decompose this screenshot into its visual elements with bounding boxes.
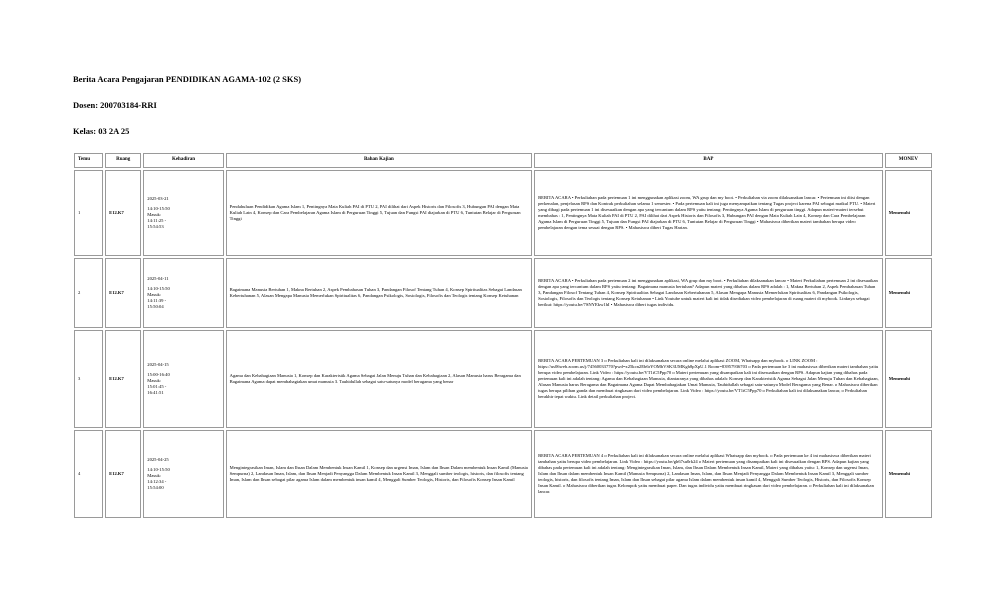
cell-monev: Memenuhi (885, 330, 932, 428)
attendance-schedule: 15:00-16:40 (147, 372, 170, 378)
table-row (74, 258, 932, 328)
attendance-date: 2025-04-11 (147, 276, 169, 282)
col-header-bahan-kajian: Bahan Kajian (226, 153, 532, 168)
attendance-in-time: 14:11:25 - (147, 217, 167, 223)
attendance-in-label: Masuk: (147, 473, 162, 479)
cell-monev: Memenuhi (885, 170, 932, 256)
cell-bap: BERITA ACARA • Perkuliahan pada pertemuan 1 ini menggunakan aplikasi zoom, WA grup dan my boot. • Perkuliahan via zoom dilaksanakan lancar. • Pertemuan ini diisi dengan perkenalan, penjelasan RPS dan Kontrak perkuliahan selama 1 semester. • Pada pertemuan kali ini juga menyampaikan tentang Tugas project karena PAI sebagai matkul PTU. • Materi yang dibagi pada pertemuan 1 ini disesuaikan dengan apa yang tercantum dalam RPS yaitu tentang: Pentingnya Agama Islam di perguruan tinggi. Adapun materi-materi tersebut membahas : 1, Pentingnya Mata Kuliah PAI di PTU 2, PAI dilihat dari Aspek Historis dan Filosofis 3, Hubungan PAI dengan Mata Kuliah Lain 4, Konsep dan Cara Pembelajaran Agama Islam di Perguruan Tinggi 5, Tujuan dan Fungsi PAI diajarkan di PTU 6, Tuntutan Belajar di Perguruan Tinggi • Mahasiswa diberikan materi tambahan berupa video pembelajaran dengan tema sesuai dengan RPS. • Mahasiswa diberi Tugas Harian. (534, 170, 883, 256)
attendance-in-label: Masuk: (147, 378, 162, 384)
cell-temu: 1 (74, 170, 103, 256)
col-header-kehadiran: Kehadiran (143, 153, 223, 168)
attendance-in-time: 14:12:34 - (147, 478, 167, 484)
lecturer-line: Dosen: 200703184-RRI (73, 100, 157, 110)
cell-monev: Memenuhi (885, 430, 932, 518)
attendance-out-time: 16:41:51 (147, 389, 164, 395)
cell-monev: Memenuhi (885, 258, 932, 328)
cell-kehadiran (143, 430, 223, 518)
attendance-out-time: 15:54:53 (147, 223, 164, 229)
col-header-monev: MONEV (885, 153, 932, 168)
attendance-date: 2025-04-25 (147, 457, 169, 463)
cell-ruang: E12.K7 (105, 258, 141, 328)
table-header-row (74, 153, 932, 168)
cell-temu: 3 (74, 330, 103, 428)
col-header-bap: BAP (534, 153, 883, 168)
cell-bap: BERITA ACARA PERTEMUAN 4 o Perkuliahan kali ini dilaksanakan secara online melalui aplikasi Whatsapp dan mybook. o Pada pertemuan ke 4 ini mahasiswa diberikan materi tambahan yaitu berupa video pembelajaran. Link Video : https://youtu.be/gh67su0rk24 o Materi pertemuan yang disampaikan kali ini disesuaikan dengan RPS. Adapun kajian yang dibahas pada pertemuan kali ini adalah tentang: Mengintegrasikan Iman, Islam, dan Ihsan Dalam Membentuk Insan Kamil, Materi yang dibahas yaitu: 1, Konsep dan urgensi Iman, Islam dan Ihsan dalam membentuk Insan Kamil (Manusia Sempurna) 2, Landasan Iman, Islam, dan Ihsan Menjadi Penyangga Dalam Membentuk Insan Kamil 3, Menggali sumber teologis, historis, dan filosofis tentang Iman, Islam dan Ihsan sebagai pilar agama Islam dalam membentuk insan kamil 4, Menggali Sumber Teologis, Historis, dan Filosofis Konsep Insan Kamil. o Mahasiswa diberikan tugas Kelompok yaitu membuat paper. Dan tugas individu yaitu membuat ringkasan dari video pembelajaran. o Perkuliahan kali ini dilaksanakan lancar. (534, 430, 883, 518)
document-title: Berita Acara Pengajaran PENDIDIKAN AGAMA-102 (2 SKS) (73, 74, 302, 84)
attendance-out-time: 15:50:04 (147, 303, 164, 309)
cell-bahan-kajian: Pendahuluan Pendidikan Agama Islam 1, Pentingnya Mata Kuliah PAI di PTU 2, PAI dilihat dari Aspek Historis dan Filosofis 3, Hubungan PAI dengan Mata Kuliah Lain 4, Konsep dan Cara Pembelajaran Agama Islam di Perguruan Tinggi 5, Tujuan dan Fungsi PAI diajarkan di PTU 6, Tuntutan Belajar di Perguruan Tinggi (226, 170, 532, 256)
table-row (74, 170, 932, 256)
cell-temu: 4 (74, 430, 103, 518)
cell-kehadiran (143, 258, 223, 328)
cell-ruang: E12.K7 (105, 330, 141, 428)
col-header-temu: Temu (74, 153, 103, 168)
attendance-date: 2025-04-15 (147, 362, 169, 368)
cell-ruang: E12.K7 (105, 430, 141, 518)
cell-bap: BERITA ACARA • Perkuliahan pada pertemuan 2 ini menggunakan aplikasi, WA grup dan my boot. • Perkuliahan dilaksanakan lancar • Materi Perkuliahan pertemuan 2 ini disesuaikan dengan apa yang tercantum dalam RPS yaitu tentang: Bagaimana manusia bertuhan? Adapun materi yang dibahas dalam RPS adalah : 1, Makna Bertuhan 2, Aspek Pembahasan Tuhan 3, Pandangan Filosof Tentang Tuhan 4, Konsep Spiritualitas Sebagai Landasan Kebertuhanan 5, Alasan Mengapa Manusia Memerlukan Spiritualitas 6, Pandangan Psikologis, Sosiologis, Filosofis dan Teologis tentang Konsep Ketuhanan • Link Youtube untuk materi kali ini tidak disediakan video pembelajaran di ruang materi di mybook. Linknya sebagai berikut: https://youtu.be/7SNYEkw1hI • Mahasiswa diberi tugas individu. (534, 258, 883, 328)
attendance-in-time: 14:11:39 - (147, 297, 167, 303)
cell-ruang: E12.K7 (105, 170, 141, 256)
cell-bap: BERITA ACARA PERTEMUAN 3 o Perkuliahan kali ini dilaksanakan secara online melalui aplikasi ZOOM, Whatsapp dan mybook. o LINK ZOOM : https://us06web.zoom.us/j/74560033770?pwd=x25kcn2Eb6rYOMbVSK3UMKgh8pXpU.1 Room=83957936703 o Pada pertemuan ke 3 ini mahasiswa diberikan materi tambahan yaitu berupa video pembelajaran. Link Video : https://youtu.be/VT1tC5Ppp70 o Materi pertemuan yang disampaikan kali ini disesuaikan dengan RPS. Adapun kajian yang dibahas pada pertemuan kali ini adalah tentang: Agama dan Kebahagiaan Manusia, diantaranya yang dibahas adalah: Konsep dan Karakteristik Agama Sebagai Jalan Menuju Tuhan dan Kebahagiaan, Alasan Manusia harus Beragama dan Bagaimana Agama Dapat Membahagiakan Umat Manusia, Tauhidullah sebagai satu-satunya Model Beragama yang Benar. o Mahasiswa diberikan tugas berupa pilihan ganda dan membuat ringkasan dari video pembelajaran. Link Video : https://youtu.be/VT1tC5Ppp70 o Perkuliahan kali ini dilaksanakan lancar, o Perkuliahan berakhir tepat waktu. Link detail perkuliahan project. (534, 330, 883, 428)
attendance-in-label: Masuk: (147, 212, 162, 218)
table-row (74, 330, 932, 428)
cell-kehadiran (143, 170, 223, 256)
attendance-in-label: Masuk: (147, 292, 162, 298)
attendance-schedule: 14:10-15:50 (147, 206, 170, 212)
cell-temu: 2 (74, 258, 103, 328)
attendance-schedule: 14:10-15:50 (147, 467, 170, 473)
attendance-out-time: 15:54:00 (147, 484, 164, 490)
class-line: Kelas: 03 2A 25 (73, 126, 130, 136)
teaching-report-table (72, 151, 934, 520)
cell-bahan-kajian: Mengintegrasikan Iman, Islam dan Ihsan Dalam Membentuk Insan Kamil 1, Konsep dan urgensi Iman, Islam dan Ihsan Dalam membentuk Insan Kamil (Manusia Sempurna) 2, Landasan Iman, Islam, dan Ihsan Menjadi Penyangga Dalam Membentuk Insan Kamil 3, Menggali sumber teologis, historis, dan filosofis tentang Iman, Islam dan Ihsan sebagai pilar agama Islam dalam membentuk insan kamil 4, Menggali Sumber Teologis, Historis, dan Filosofis Konsep Insan Kamil (226, 430, 532, 518)
attendance-in-time: 15:01:45 - (147, 383, 167, 389)
col-header-ruang: Ruang (105, 153, 141, 168)
cell-bahan-kajian: Bagaimana Manusia Bertuhan 1, Makna Bertuhan 2, Aspek Pembahasan Tuhan 3, Pandangan Filosof Tentang Tuhan 4, Konsep Spiritualitas Sebagai Landasan Kebertuhanan 5, Alasan Mengapa Manusia Memerlukan Spiritualitas 6, Pandangan Psikologis, Sosiologis, Filosofis dan Teologis tentang Konsep Ketuhanan (226, 258, 532, 328)
table-row (74, 430, 932, 518)
cell-kehadiran (143, 330, 223, 428)
cell-bahan-kajian: Agama dan Kebahagiaan Manusia 1, Konsep dan Karakteristik Agama Sebagai Jalan Menuju Tuhan dan Kebahagiaan 2, Alasan Manusia harus Beragama dan Bagaimana Agama dapat membahagiakan umat manusia 3. Tauhidullah sebagai satu-satunya model beragama yang benar (226, 330, 532, 428)
attendance-date: 2025-03-21 (147, 196, 169, 202)
attendance-schedule: 14:10-15:50 (147, 286, 170, 292)
